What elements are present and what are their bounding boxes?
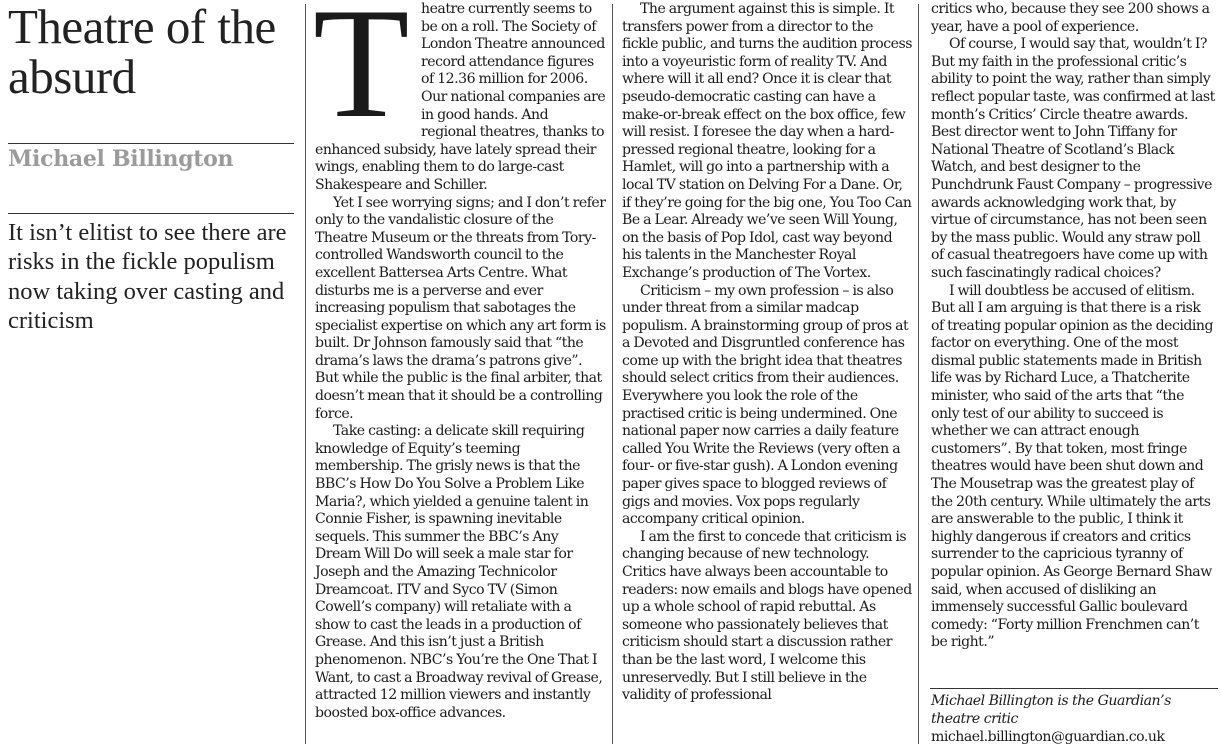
column-divider — [612, 4, 613, 744]
byline: Michael Billington — [8, 146, 234, 172]
paragraph: The argument against this is simple. It transfers power from a director to the fickle public, and turns the audition process into a voyeuristic form of reality TV. And where will it all end? Once it is clear that pseudo-democratic casting can have a make-or-break effect on the box office, few will resist. I foresee the day when a hard-pressed regional theatre, looking for a Hamlet, will go into a partnership with a local TV station on Delving For a Dane. Or, if they’re going for the big one, You Too Can Be a Lear. Already we’ve seen Will Young, on the basis of Pop Idol, cast way beyond his talents in the Manchester Royal Exchange’s production of The Vortex. — [622, 1, 912, 281]
paragraph: I will doubtless be accused of elitism. But all I am arguing is that there is a risk of treating popular opinion as the deciding factor on everything. One of the most dismal public statements made in British life was by Richard Luce, a Thatcherite minister, who said of the arts that “the only test of our ability to succeed is whether we can attract enough customers”. By that token, most fringe theatres would have been shut down and The Mousetrap was the greatest play of the 20th century. While ultimately the arts are answerable to the public, I think it highly dangerous if creators and critics surrender to the capricious tyranny of popular opinion. As George Bernard Shaw said, when accused of disliking an immensely successful Gallic boulevard comedy: “Forty million Frenchmen can’t be right.” — [931, 282, 1214, 651]
divider — [8, 213, 294, 214]
footer-divider — [930, 688, 1218, 689]
divider — [8, 143, 294, 144]
author-footer — [931, 692, 1219, 746]
paragraph: Of course, I would say that, wouldn’t I? But my faith in the professional critic’s ability to point the way, rather than simply reflect popular taste, was confirmed at last month’s Critics’ Circle theatre awards. Best director went to John Tiffany for National Theatre of Scotland’s Black Watch, and best designer to the Punchdrunk Faust Company – progressive awards acknowledging work that, by virtue of circumstance, has not been seen by the mass public. Would any straw poll of casual theatregoers have come up with such fascinatingly radical choices? — [931, 36, 1215, 281]
headline: Theatre of the absurd — [8, 0, 276, 104]
column-divider — [918, 4, 919, 744]
paragraph: I am the first to concede that criticism is changing because of new technology. Critics have always been accountable to readers: now emails and blogs have opened up a whole school of rapid rebuttal. As someone who passionately believes that criticism should start a discussion rather than be the last word, I welcome this unreservedly. But I still believe in the validity of professional — [622, 528, 912, 704]
paragraph: Take casting: a delicate skill requiring knowledge of Equity’s teeming membership. The grisly news is that the BBC’s How Do You Solve a Problem Like Maria?, which yielded a genuine talent in Connie Fisher, is spawning inevitable sequels. This summer the BBC’s Any Dream Will Do will seek a male star for Joseph and the Amazing Technicolor Dreamcoat. ITV and Syco TV (Simon Cowell’s company) will retaliate with a show to cast the leads in a production of Grease. And this isn’t just a British phenomenon. NBC’s You’re the One That I Want, to cast a Broadway revival of Grease, attracted 12 million viewers and instantly boosted box-office advances. — [315, 423, 603, 721]
article-column-2 — [622, 1, 912, 705]
paragraph: Yet I see worrying signs; and I don’t refer only to the vandalistic closure of the Theatre Museum or the threats from Tory-controlled Wandsworth council to the excellent Battersea Arts Centre. What disturbs me is a perverse and ever increasing populism that sabotages the specialist expertise on which any art form is built. Dr Johnson famously said that “the drama’s laws the drama’s patrons give”. But while the public is the final arbiter, that doesn’t mean that it should be a controlling force. — [315, 194, 606, 422]
author-bio: theatre critic — [931, 711, 1018, 727]
paragraph-text: heatre currently seems to be on a roll. The Society of London Theatre announced record attendance figures of 12.36 million for 2006. Our national companies are in good hands. And regional theatres, thanks to enhanced subsidy, have lately spread their wings, enabling them to do large-cast Shakespeare and Schiller. — [315, 1, 606, 193]
standfirst: It isn’t elitist to see there are risks in the fickle populism now taking over casting and criticism — [8, 219, 287, 335]
article-column-3 — [931, 1, 1215, 652]
article-column-1 — [315, 1, 606, 722]
author-bio: Michael Billington is the Guardian’s — [931, 693, 1171, 709]
author-email[interactable]: michael.billington@guardian.co.uk — [931, 729, 1165, 745]
paragraph: Criticism – my own profession – is also under threat from a similar madcap populism. A brainstorming group of pros at a Devoted and Disgruntled conference has come up with the bright idea that theatres should select critics from their audiences. Everywhere you look the role of the practised critic is being undermined. One national paper now carries a daily feature called You Write the Reviews (very often a four- or five-star gush). A London evening paper gives space to blogged reviews of gigs and movies. Vox pops regularly accompany critical opinion. — [622, 282, 909, 528]
drop-cap: T — [313, 0, 410, 151]
paragraph: critics who, because they see 200 shows a year, have a pool of experience. — [931, 1, 1210, 35]
paragraph — [315, 1, 606, 195]
column-divider — [305, 4, 306, 744]
